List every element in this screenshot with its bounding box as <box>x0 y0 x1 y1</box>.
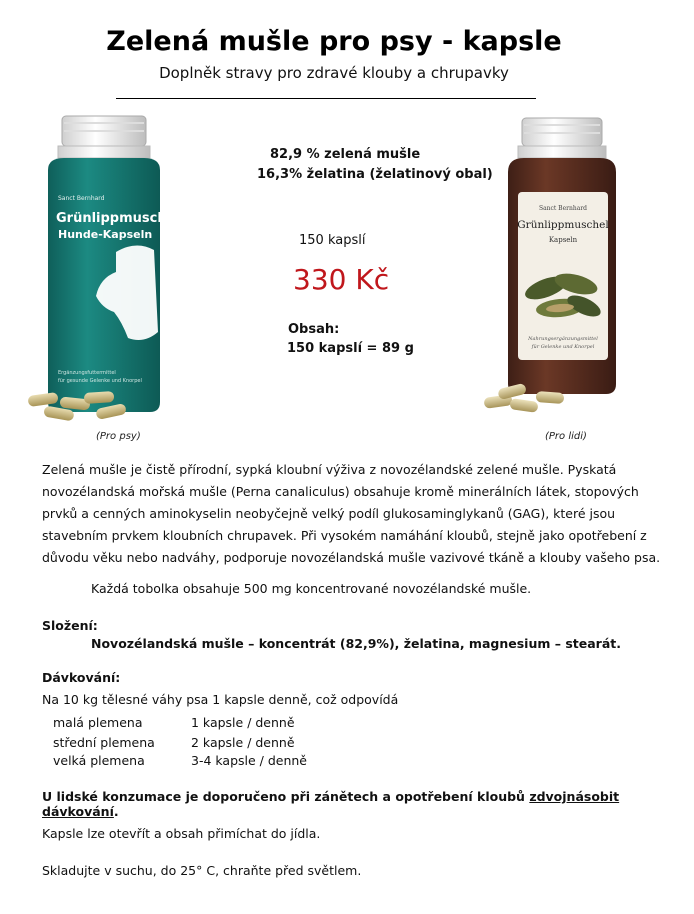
breed-size: velká plemena <box>53 753 145 768</box>
double-dose-emphasis: zdvojnásobit dávkování <box>42 789 620 819</box>
daily-dose: 2 kapsle / denně <box>191 735 295 750</box>
jar-dog-brand: Sanct Bernhard <box>58 195 105 202</box>
jar-human-brand: Sanct Bernhard <box>538 205 588 212</box>
svg-text:Nahrungsergänzungsmittel: Nahrungsergänzungsmittel <box>528 336 598 342</box>
storage-note: Skladujte v suchu, do 25° C, chraňte před světlem. <box>42 863 362 878</box>
daily-dose: 3-4 kapsle / denně <box>191 753 307 768</box>
dog-image-caption: (Pro psy) <box>96 431 141 442</box>
open-capsule-note: Kapsle lze otevřít a obsah přimíchat do jídla. <box>42 826 321 841</box>
page-title: Zelená mušle pro psy - kapsle <box>106 26 562 57</box>
jar-human-name: Grünlippmuschel <box>517 219 609 231</box>
breed-size: střední plemena <box>53 735 155 750</box>
per-capsule-note: Každá tobolka obsahuje 500 mg koncentrované novozélandské mušle. <box>91 581 532 596</box>
composition-value: Novozélandská mušle – koncentrát (82,9%), želatina, magnesium – stearát. <box>91 636 621 651</box>
breed-size: malá plemena <box>53 715 143 730</box>
composition-label: Složení: <box>42 618 98 633</box>
divider <box>116 98 536 99</box>
page-subtitle: Doplněk stravy pro zdravé klouby a chrupavky <box>159 64 509 82</box>
dosage-row <box>53 715 295 730</box>
content-label: Obsah: <box>288 322 340 337</box>
human-use-note: U lidské konzumace je doporučeno při zánětech a opotřebení kloubů zdvojnásobit dávkování. <box>42 789 620 819</box>
product-description: Zelená mušle je čistě přírodní, sypká kloubní výživa z novozélandské zelené mušle. Pyskatá novozélandská mořská mušle (Perna canaliculus) obsahuje kromě minerálních látek, stopových prvků a cenných aminokyselin neobyčejně velký podíl glukosaminglykanů (GAG), které jsou stavebním prvkem kloubních chrupavek. Při vysokém namáhání kloubů, stejně jako opotřebení z důvodu věku nebo nadváhy, podporuje novozélandská mušle vazivové tkáně a klouby vašeho psa. <box>42 462 661 565</box>
price: 330 Kč <box>293 263 390 296</box>
dosage-label: Dávkování: <box>42 670 121 685</box>
dosage-row <box>53 735 295 750</box>
jar-dog-name: Grünlippmuschel <box>56 211 180 226</box>
gelatin-percentage: 16,3% želatina (želatinový obal) <box>257 167 493 182</box>
svg-text:für gesunde Gelenke und Knorpe: für gesunde Gelenke und Knorpel <box>58 378 142 384</box>
mussel-percentage: 82,9 % zelená mušle <box>270 147 421 162</box>
dosage-row <box>53 753 307 768</box>
jar-dog-variant: Hunde-Kapseln <box>58 228 153 241</box>
jar-human-variant: Kapseln <box>548 236 578 244</box>
capsule-count: 150 kapslí <box>299 233 366 248</box>
svg-text:für Gelenke und Knorpel: für Gelenke und Knorpel <box>531 344 595 350</box>
human-image-caption: (Pro lidi) <box>545 431 587 442</box>
human-product-image <box>480 112 640 428</box>
daily-dose: 1 kapsle / denně <box>191 715 295 730</box>
content-value: 150 kapslí = 89 g <box>287 341 414 356</box>
dog-product-image <box>24 112 184 428</box>
dosage-intro: Na 10 kg tělesné váhy psa 1 kapsle denně, což odpovídá <box>42 692 399 707</box>
svg-text:Ergänzungsfuttermittel: Ergänzungsfuttermittel <box>58 370 116 376</box>
